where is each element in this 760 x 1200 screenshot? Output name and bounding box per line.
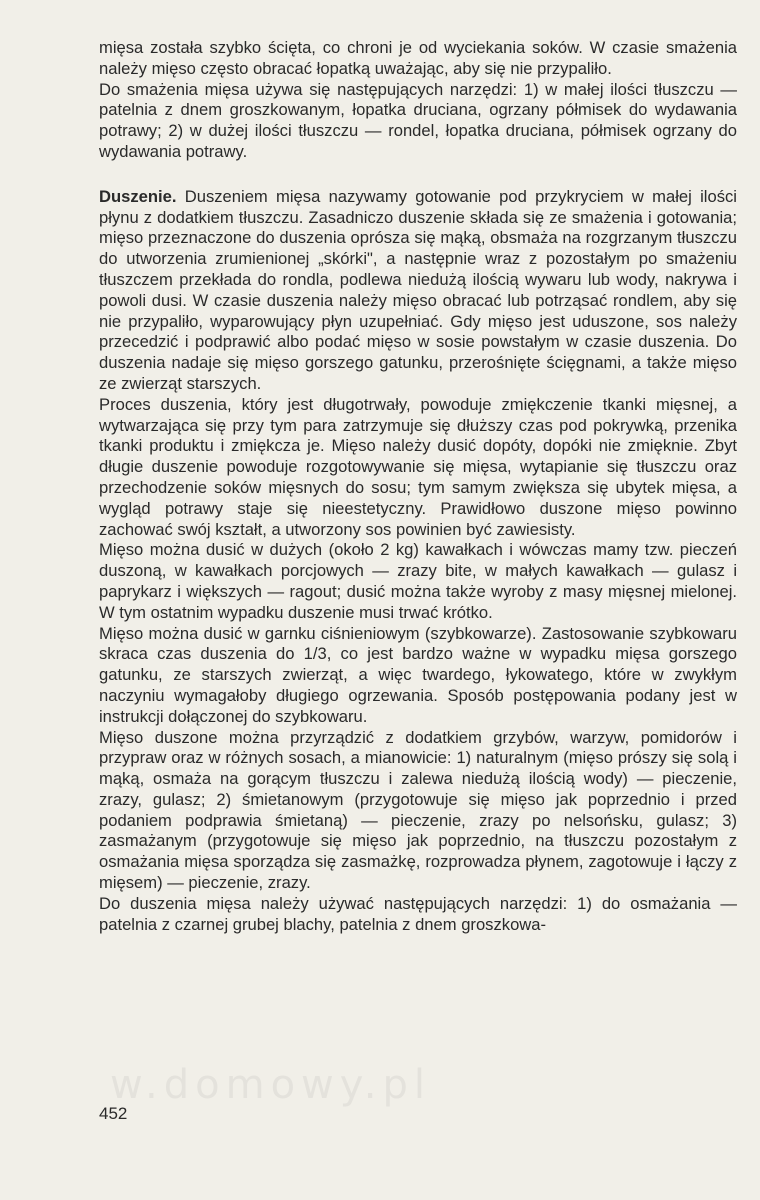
duszenie-paragraph-1-text: Duszeniem mięsa nazywamy gotowanie pod przykryciem w małej ilości płynu z dodatkiem tłuszczu. Zasadniczo duszenie składa się ze smażenia i gotowania; mięso przeznaczone do duszenia oprósza się mąką, obsmaża na rozgrzanym tłuszczu do utworzenia zrumienionej „skórki", a następnie wraz z pozostałym po smażeniu tłuszczem przekłada do rondla, podlewa niedużą ilością wywaru lub wody, nakrywa i powoli dusi. W czasie duszenia należy mięso obracać lub potrząsać rondlem, aby się nie przypaliło, wyparowujący płyn uzupełniać. Gdy mięso jest uduszone, sos należy przecedzić i podprawić albo podać mięso w sosie powstałym w czasie duszenia. Do duszenia nadaje się mięso gorszego gatunku, przerośnięte ścięgnami, a także mięso ze zwierząt starszych.	[99, 186, 737, 393]
duszenie-paragraph-1	[99, 187, 737, 395]
duszenie-paragraph-4: Mięso można dusić w garnku ciśnieniowym (szybkowarze). Zastosowanie szybkowaru skraca czas duszenia do 1/3, co jest bardzo ważne w wypadku mięsa gorszego gatunku, ze starszych zwierząt, a więc twardego, łykowatego, które w zwykłym naczyniu wymagałoby długiego ogrzewania. Sposób postępowania podany jest w instrukcji dołączonej do szybkowaru.	[99, 623, 737, 726]
page-content	[99, 38, 737, 935]
section-heading-duszenie: Duszenie.	[99, 186, 177, 206]
intro-paragraph-2: Do smażenia mięsa używa się następujących narzędzi: 1) w małej ilości tłuszczu — patelnia z dnem groszkowanym, łopatka druciana, ogrzany półmisek do wydawania potrawy; 2) w dużej ilości tłuszczu — rondel, łopatka druciana, półmisek ogrzany do wydawania potrawy.	[99, 79, 737, 161]
intro-paragraph-1: mięsa została szybko ścięta, co chroni je od wyciekania soków. W czasie smażenia należy mięso często obracać łopatką uważając, aby się nie przypaliło.	[99, 38, 737, 78]
section-gap	[99, 163, 737, 187]
duszenie-paragraph-5: Mięso duszone można przyrządzić z dodatkiem grzybów, warzyw, pomidorów i przypraw oraz w różnych sosach, a mianowicie: 1) naturalnym (mięso prószy się solą i mąką, osmaża na gorącym tłuszczu i zalewa niedużą ilością wody) — pieczenie, zrazy, gulasz; 2) śmietanowym (przygotowuje się mięso jak poprzednio i przed podaniem podprawia śmietaną) — pieczenie, zrazy po nelsońsku, gulasz; 3) zasmażanym (przygotowuje się mięso jak poprzednio, na tłuszczu pozostałym z osmażania mięsa sporządza się zasmażkę, rozprowadza płynem, zagotowuje i łączy z mięsem) — pieczenie, zrazy.	[99, 727, 737, 893]
duszenie-paragraph-6: Do duszenia mięsa należy używać następujących narzędzi: 1) do osmażania — patelnia z czarnej grubej blachy, patelnia z dnem groszkowa-	[99, 893, 737, 934]
watermark: w.domowy.pl	[110, 1062, 431, 1108]
page-number: 452	[99, 1104, 128, 1123]
duszenie-paragraph-2: Proces duszenia, który jest długotrwały, powoduje zmiękczenie tkanki mięsnej, a wytwarzająca się przy tym para zatrzymuje się dłuższy czas pod pokrywką, przenika tkanki produktu i zmiękcza je. Mięso należy dusić dopóty, dopóki nie zmięknie. Zbyt długie duszenie powoduje rozgotowywanie się mięsa, wytapianie się tłuszczu oraz przechodzenie soków mięsnych do sosu; tym samym zwiększa się ubytek mięsa, a wygląd potrawy staje się nieestetyczny. Prawidłowo duszone mięso powinno zachować swój kształt, a utworzony sos powinien być zawiesisty.	[99, 394, 737, 539]
duszenie-paragraph-3: Mięso można dusić w dużych (około 2 kg) kawałkach i wówczas mamy tzw. pieczeń duszoną, w kawałkach porcjowych — zrazy bite, w małych kawałkach — gulasz i paprykarz i większych — ragout; dusić można także wyroby z masy mięsnej mielonej. W tym ostatnim wypadku duszenie musi trwać krótko.	[99, 540, 737, 622]
